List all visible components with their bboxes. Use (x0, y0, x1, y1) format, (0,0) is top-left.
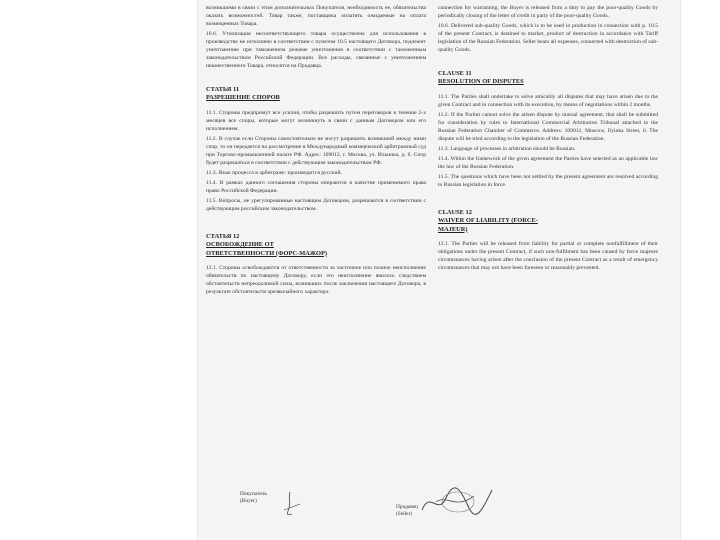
ru-clause-11-heading (206, 86, 426, 103)
en-clause-11-3: 11.3. Language of processes in arbitration should be Russian. (438, 145, 576, 152)
english-column (438, 4, 658, 524)
buyer-label-en: (Buyer) (240, 498, 257, 505)
buyer-label: Покупатель (240, 491, 267, 497)
en-clause-11-heading (438, 70, 658, 87)
ru-intro-paragraph: возникшими в связи с этим дополнительных Покупателя, необходимость ее, обязательства оказать возможностей. Товар также, поставщика оплатить ожидаемые на оплата возмещенных Товара. (206, 5, 426, 27)
ru-clause-12-subtitle-1: ОСВОБОЖДЕНИЕ ОТ (206, 241, 274, 249)
ru-clause-11-3: 11.3. Язык процесса в арбитраже: производится русский. (206, 169, 342, 176)
en-clause-11-4: 11.4. Within the framework of the given agreement the Parties have selected as an applicable law the law of the Russian Federation. (438, 155, 658, 170)
ru-clause-11-1: 11.1. Стороны предпримут все усилия, чтобы разрешить путем переговоров в течение 2-х месяцев все споры, которые могут возникнуть в связи с данным Договором или его исполнением. (206, 109, 426, 132)
en-clause-10-6: 10.6. Delivered sub-quality Goods, which is to be used in production in connection with p. 10.5 of the present Contract, is destined to market, product of destruction in accordance with Tariff legislation of the Russian Federation. Seller bears all expenses, connected with destruction of sub-quality Goods. (438, 23, 658, 53)
seller-label-en: (Seller) (396, 511, 413, 518)
en-clause-11-1: 11.1. The Parties shall undertake to solve amicably all disputes that may have arisen due to the given Contract and in connection with its execution, by means of negotiations within 2 months. (438, 93, 658, 108)
en-signature-block (396, 504, 418, 519)
en-clause-11-2: 11.2. If the Parties cannot solve the arisen dispute by mutual agreement, that shall be submitted for consideration by rules to International Commercial Arbitration Tribunal attached to the Russian Federation Chamber of Commerce. Address: 109012, Moscow, Ilyinka Street, 6. The dispute will be tried according to the legislation of the Russian Federation. (438, 111, 658, 142)
document-page (198, 0, 680, 540)
en-clause-11-subtitle: RESOLUTION OF DISPUTES (438, 78, 524, 86)
seller-label: Продавец (396, 504, 419, 510)
seller-signature-stamp (416, 480, 500, 520)
en-clause-12-heading (438, 209, 658, 234)
en-clause-12-subtitle-1: WAIVER OF LIABILITY (FORCE- (438, 217, 538, 225)
en-clause-12-subtitle-2: MAJEUR) (438, 225, 468, 233)
en-clause-12-1: 12.1. The Parties will be released from liability for partial or complete nonfulfillment of their obligations under the present Contract, if such non-fulfilment has been caused by force majeure circumstances having arisen after the conclusion of the present Contract as a result of emergency circumstances that may not have been foreseen or reasonably prevented. (438, 241, 658, 272)
ru-clause-11-5: 11.5. Вопросы, не урегулированные настоящим Договором, разрешаются в соответствии с действующим российским законодательством. (206, 197, 426, 212)
ru-clause-12-1: 12.1. Стороны освобождаются от ответственности за частичное или полное неисполнение обязательств по настоящему Договору, если это неисполнение явилось следствием обстоятельств непреодолимой силы, возникших после заключения настоящего Договора, в результате обстоятельств чрезвычайного характера. (206, 265, 426, 296)
russian-column (206, 4, 426, 524)
ru-clause-11-2: 11.2. В случае если Стороны самостоятельно не могут разрешить возникший между ними спор, то он передается на рассмотрение в Международный коммерческий арбитражный суд при Торгово-промышленной палате РФ. Адрес: 109012, г. Москва, ул. Ильинка, д. 6. Спор будет разрешаться в соответствии с действующим законодательством РФ. (206, 135, 426, 166)
ru-signature-block (240, 491, 267, 506)
ru-clause-11-title: СТАТЬЯ 11 (206, 86, 240, 93)
en-clause-11-title: CLAUSE 11 (438, 70, 472, 77)
en-clause-11-5: 11.5. The questions which have been not settled by the present agreement are resolved according to Russian legislation in force. (438, 173, 658, 188)
ru-clause-11-subtitle: РАЗРЕШЕНИЕ СПОРОВ (206, 94, 280, 102)
ru-clause-12-heading (206, 233, 426, 258)
en-intro-paragraph: connection for warranting, the Buyer is released from a duty to pay the poor-quality Goods by periodically closing of the letter of credit in party of the poor-quality Goods. (438, 5, 658, 19)
buyer-signature (276, 490, 306, 518)
ru-clause-11-4: 11.4. В рамках данного соглашения стороны опираются в качестве применимого права право Российской Федерации. (206, 179, 426, 194)
en-clause-12-title: CLAUSE 12 (438, 208, 472, 216)
ru-clause-12-subtitle-2: ОТВЕТСТВЕННОСТИ (ФОРС-МАЖОР) (206, 249, 328, 257)
ru-clause-12-title: СТАТЬЯ 12 (206, 232, 240, 240)
ru-clause-10-6: 10.6. Утилизация несоответствующего товара осуществлена для использования в производстве не исполнено в соответствии с пунктом 10.5 настоящего Договора, подлежит уничтожению при таможенном режиме уничтожения в соответствии с таможенным законодательством Российской Федерации. Все расходы, связанные с уничтожением некачественного Товара, относятся на Продавца. (206, 31, 426, 69)
